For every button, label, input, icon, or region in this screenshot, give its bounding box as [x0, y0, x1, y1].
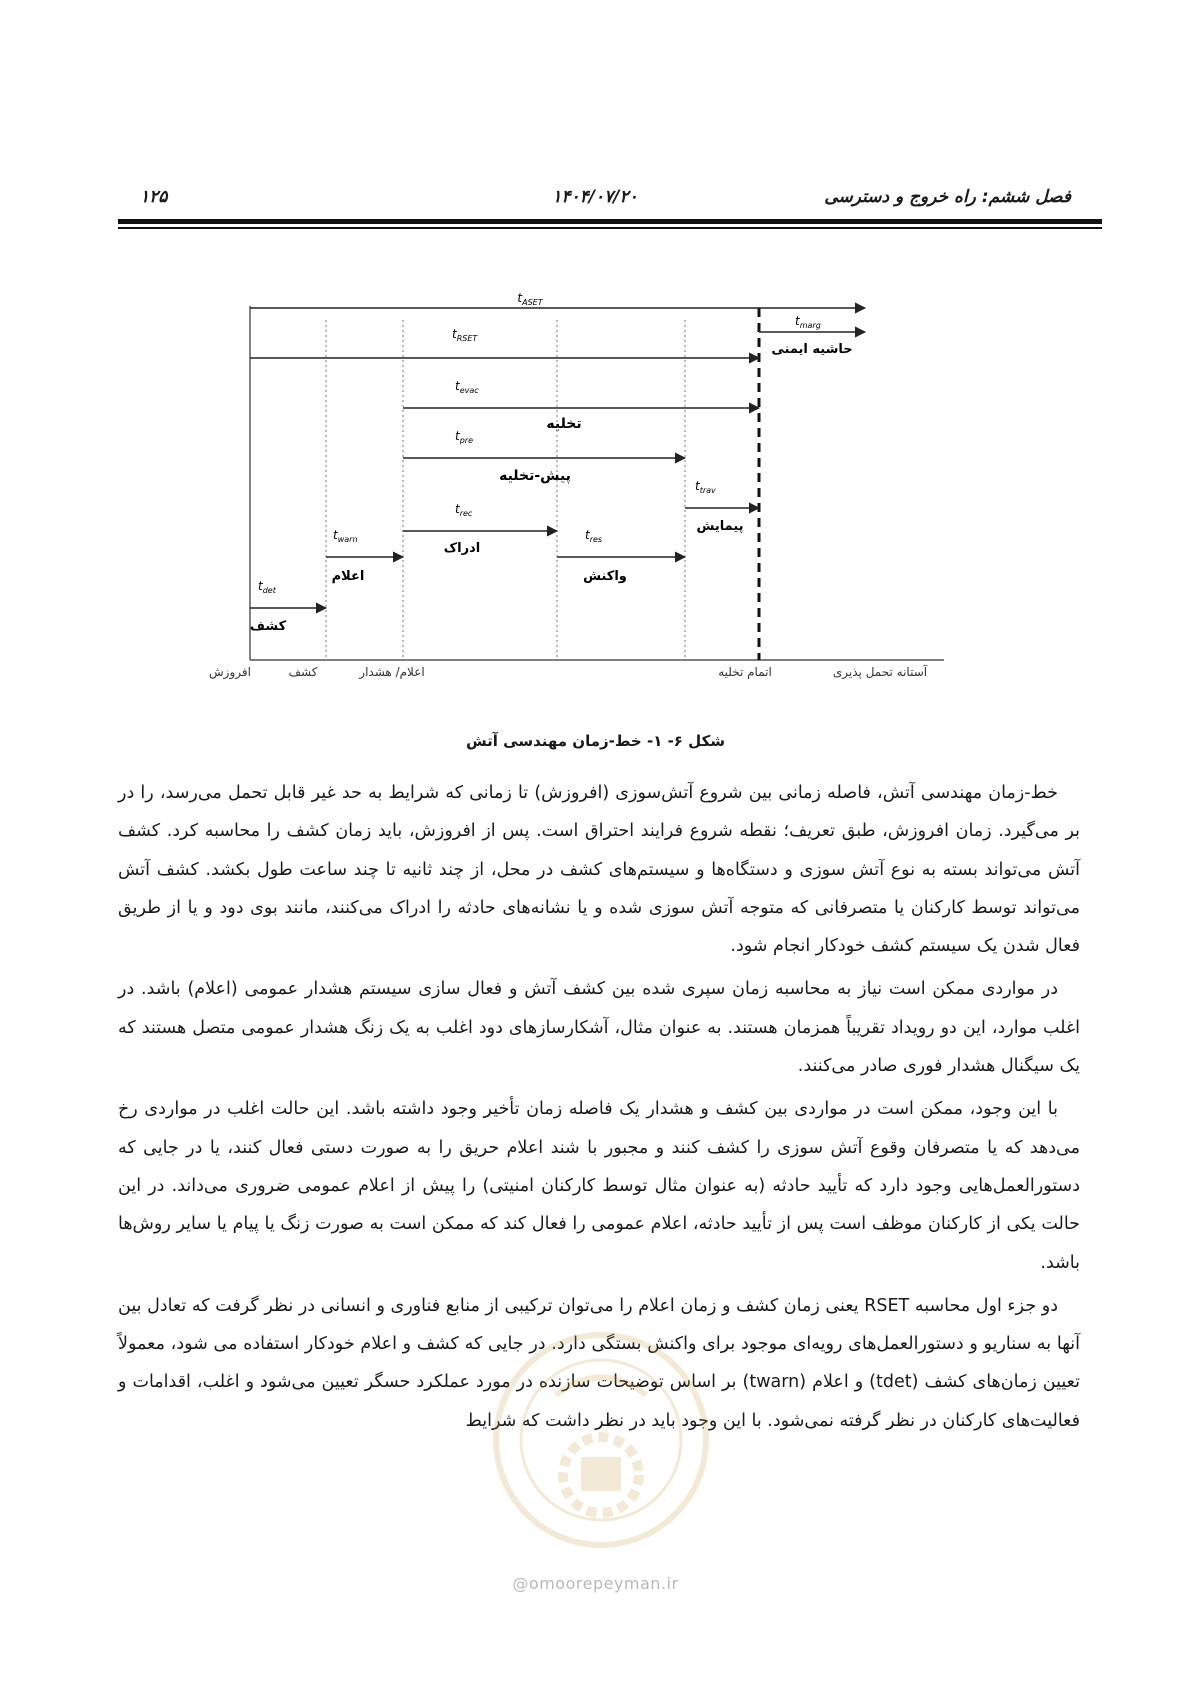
text-recognition: ادراک [443, 541, 481, 556]
milestone-evac-complete: اتمام تخلیه [718, 665, 772, 679]
label-aset: $t_{ASET}$ [517, 291, 543, 307]
milestone-tenability: آستانه تحمل پذیری [832, 665, 928, 679]
label-trav: $t_{trav}$ [695, 479, 716, 495]
header-rule-thick [118, 219, 1102, 224]
label-warn: $t_{warn}$ [333, 528, 358, 544]
label-rec: $t_{rec}$ [455, 502, 473, 518]
label-pre: $t_{pre}$ [455, 429, 474, 445]
paragraph: با این وجود، ممکن است در مواردی بین کشف و هشدار یک فاصله زمان تأخیر وجود داشته باشد. این حالت اغلب در مواردی رخ می‌دهد که یا متصرفان وقوع آتش سوزی را کشف کنند و مجبور با شند اعلام حریق را به صورت دستی فعال کنند، یا در جایی که دستورالعمل‌هایی وجود دارد که تأیید حادثه (به عنوان مثال توسط کارکنان امنیتی) را پیش از اعلام عمومی ضروری می‌داند. در این حالت یکی از کارکنان موظف است پس از تأیید حادثه، اعلام عمومی را فعال کند که ممکن است به صورت زنگ یا پیام یا سایر روش‌ها باشد. [118, 1099, 1080, 1273]
label-evac: $t_{evac}$ [455, 379, 479, 395]
text-travel: پیمایش [696, 519, 744, 534]
figure-caption: شکل ۶- ۱- خط-زمان مهندسی آتش [465, 732, 726, 750]
milestone-alarm: اعلام/ هشدار [359, 665, 425, 679]
timeline-figure [200, 290, 1000, 710]
milestone-ignition: افروزش [209, 665, 251, 679]
text-warning: اعلام [331, 569, 365, 584]
timeline-diagram [200, 290, 1000, 710]
watermark-logo [486, 1325, 716, 1555]
text-safety-margin: حاشیه ایمنی [771, 342, 853, 357]
label-rset: $t_{RSET}$ [452, 327, 478, 343]
label-marg: $t_{marg}$ [795, 314, 821, 330]
watermark-url: @omoorepeyman.ir [512, 1574, 679, 1593]
header-rule-thin [118, 227, 1102, 229]
paragraph: در مواردی ممکن است نیاز به محاسبه زمان سپری شده بین کشف آتش و فعال سازی سیستم هشدار عمومی (اعلام) باشد. در اغلب موارد، این دو رویداد تقریباً همزمان هستند. به عنوان مثال، آشکارسازهای دود اغلب به یک زنگ هشدار عمومی متصل هستند که یک سیگنال هشدار فوری صادر می‌کنند. [118, 979, 1080, 1077]
text-detection: کشف [249, 619, 287, 634]
label-res: $t_{res}$ [585, 528, 603, 544]
milestone-detection: کشف [288, 665, 318, 679]
text-evacuation: تخلیه [546, 416, 582, 432]
text-response: واکنش [583, 569, 627, 584]
page-number: ۱۲۵ [140, 187, 168, 207]
text-pre-evacuation: پیش-تخلیه [499, 468, 571, 484]
label-det: $t_{det}$ [258, 579, 276, 595]
header-date: ۱۴۰۴/۰۷/۲۰ [552, 187, 638, 207]
chapter-title: فصل ششم: راه خروج و دسترسی [824, 187, 1071, 207]
paragraph: دو جزء اول محاسبه RSET یعنی زمان کشف و زمان اعلام را می‌توان ترکیبی از منابع فناوری و انسانی در نظر گرفت که تعادل بین آنها به سناریو و دستورالعمل‌های رویه‌ای موجود برای واکنش بستگی دارد. در جایی که کشف و اعلام خودکار استفاده می شود، معمولاً تعیین زمان‌های کشف (tdet) و اعلام (twarn) بر اساس توضیحات سازنده در مورد عملکرد حسگر تعیین می‌شود و اغلب، اقدامات و فعالیت‌های کارکنان در نظر گرفته نمی‌شود. با این وجود باید در نظر داشت که شرایط [118, 1295, 1081, 1431]
paragraph: خط-زمان مهندسی آتش، فاصله زمانی بین شروع آتش‌سوزی (افروزش) تا زمانی که شرایط به حد غیر قابل تحمل می‌رسد، را در بر می‌گیرد. زمان افروزش، طبق تعریف؛ نقطه شروع فرایند احتراق است. پس از افروزش، باید زمان کشف را محاسبه کرد. کشف آتش می‌تواند بسته به نوع آتش سوزی و دستگاه‌ها و سیستم‌های کشف در محل، از چند ثانیه تا چند ساعت طول بکشد. کشف آتش می‌تواند توسط کارکنان یا متصرفانی که متوجه آتش سوزی شده و یا نشانه‌های حادثه را ادراک می‌کنند، مانند بوی دود و یا از طریق فعال شدن یک سیستم کشف خودکار انجام شود. [118, 783, 1080, 957]
